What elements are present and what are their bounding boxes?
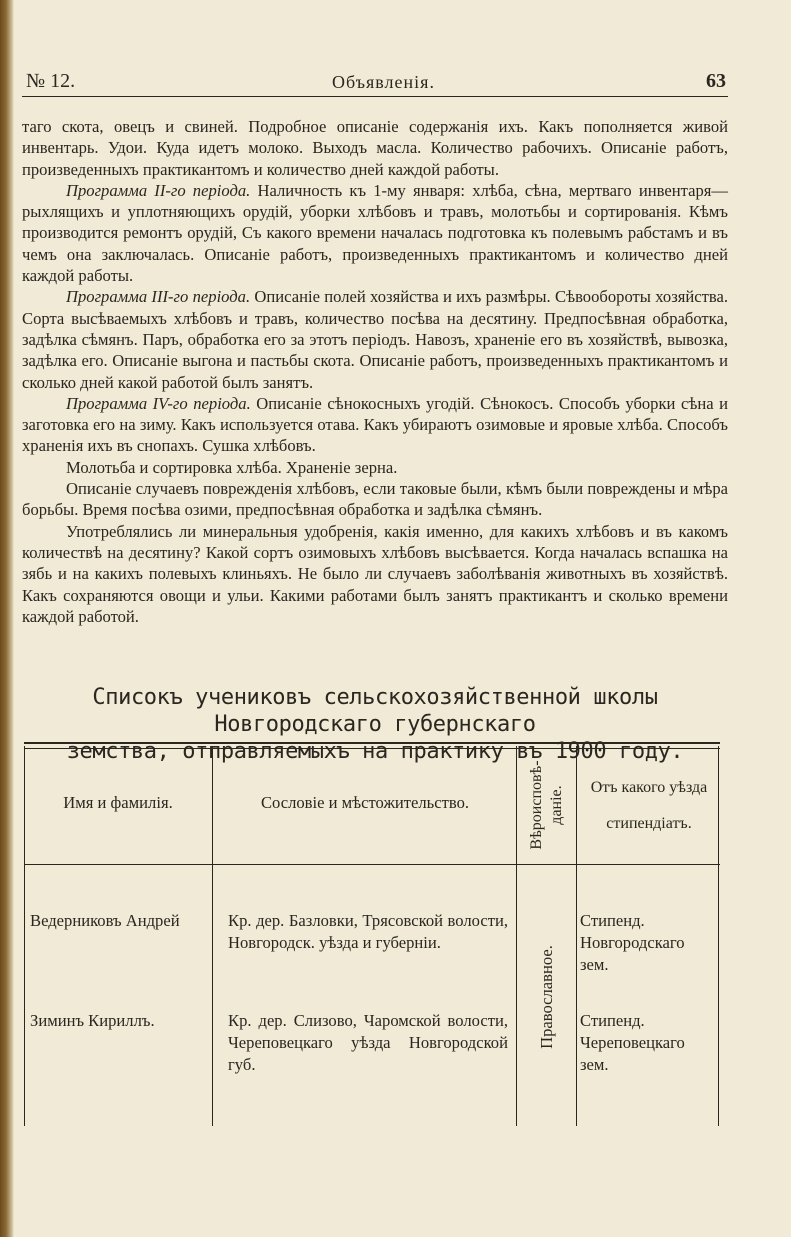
header-religion: Вѣроисповѣ- даніе. [528,760,565,850]
row2-name: Зиминъ Кириллъ. [30,1011,155,1030]
column-divider [516,746,517,1126]
paragraph: Программа III-го періода. Описаніе полей хозяйства и ихъ размѣры. Сѣвообороты хозяйства. Сорта высѣваемыхъ хлѣбовъ и травъ, количество посѣва на десятину. Предпосѣвная обработка, задѣлка сѣмянъ. Паръ, обработка его за этотъ періодъ. Навозъ, храненіе его въ хозяйствѣ, вывозка, задѣлка его. Описаніе выгона и пастьбы скота. Описаніе работъ, произведенныхъ практикантомъ и сколько дней какой работой былъ занятъ. [22,287,729,392]
issue-number: № 12. [26,70,76,92]
paragraph: Описаніе случаевъ поврежденія хлѣбовъ, если таковые были, кѣмъ были повреждены и мѣра борьбы. Время посѣва озими, предпосѣвная обработка и задѣлка сѣмянъ. [22,479,728,520]
row1-estate: Кр. дер. Базловки, Трясовской волости, Новгородск. уѣзда и губерніи. [228,911,508,952]
page-number: 63 [706,70,726,92]
section-title: Объявленія. [332,72,435,92]
header-name: Имя и фамилія. [63,793,173,812]
religion-cell: Православное. [537,945,556,1049]
row2-estate: Кр. дер. Слизово, Чаромской волости, Череповецкаго уѣзда Новгородской губ. [228,1011,508,1074]
book-spine-edge [0,0,14,1237]
table-top-rule [24,742,720,749]
row2-scholarship: Стипенд. Череповецкаго зем. [580,1011,685,1074]
list-title-line-1: Списокъ учениковъ сельскохозяйственной школы Новгородскаго губернскаго [92,685,658,737]
paragraph: Программа II-го періода. Наличность къ 1-му января: хлѣба, сѣна, мертваго инвентаря—рыхлящихъ и уплотняющихъ орудій, уборки хлѣбовъ и травъ, молотьбы и сортированія. Кѣмъ производится ремонтъ орудій, Съ какого времени началась подготовка къ полевымъ рабстамъ и въ чемъ она заключалась. Описаніе работъ, произведенныхъ практикантомъ и количество дней каждой работы. [22,180,728,286]
page-header [26,70,726,96]
list-title-line-2: земства, отправляемыхъ на практику въ 1900 году. [66,739,684,764]
row1-name: Ведерниковъ Андрей [30,911,180,930]
program-label: Программа III-го періода. [66,287,251,307]
paragraph: Употреблялись ли минеральныя удобренія, какія именно, для какихъ хлѣбовъ и въ какомъ количествѣ на десятину? Какой сортъ озимовыхъ хлѣбовъ высѣвается. Когда началась вспашка на зябь и на какихъ полевыхъ клиньяхъ. Не было ли случаевъ заболѣванія животныхъ въ хозяйствѣ. Какъ сохраняются овощи и ульи. Какими работами былъ занятъ практикантъ и сколько времени каждой работой. [22,521,728,626]
column-divider [212,746,213,1126]
paragraph: Программа IV-го періода. Описаніе сѣнокосныхъ угодій. Сѣнокосъ. Способъ уборки сѣна и заготовка его на зиму. Какъ используется отава. Какъ убираютъ озимовые и яровые хлѣба. Способъ храненія ихъ въ снопахъ. Сушка хлѣбовъ. [22,393,728,456]
header-divider [24,864,720,865]
row1-scholarship: Стипенд. Новгородскаго зем. [580,911,685,974]
program-label: Программа IV-го періода. [66,393,251,413]
program-text [22,116,728,627]
program-label: Программа II-го періода. [66,180,251,200]
paragraph: таго скота, овецъ и свиней. Подробное описаніе содержанія ихъ. Какъ пополняется живой инвентарь. Удои. Куда идетъ молоко. Выходъ масла. Количество рабочихъ. Описаніе работъ, произведенныхъ практикантомъ и количество дней каждой работы. [22,117,728,179]
header-scholarship: Отъ какого уѣзда стипендіатъ. [590,779,708,832]
paragraph: Молотьба и сортировка хлѣба. Храненіе зерна. [66,457,398,477]
header-estate: Сословіе и мѣстожительство. [260,793,470,812]
students-table [24,742,720,1128]
column-divider [576,746,577,1126]
header-rule [22,96,728,97]
